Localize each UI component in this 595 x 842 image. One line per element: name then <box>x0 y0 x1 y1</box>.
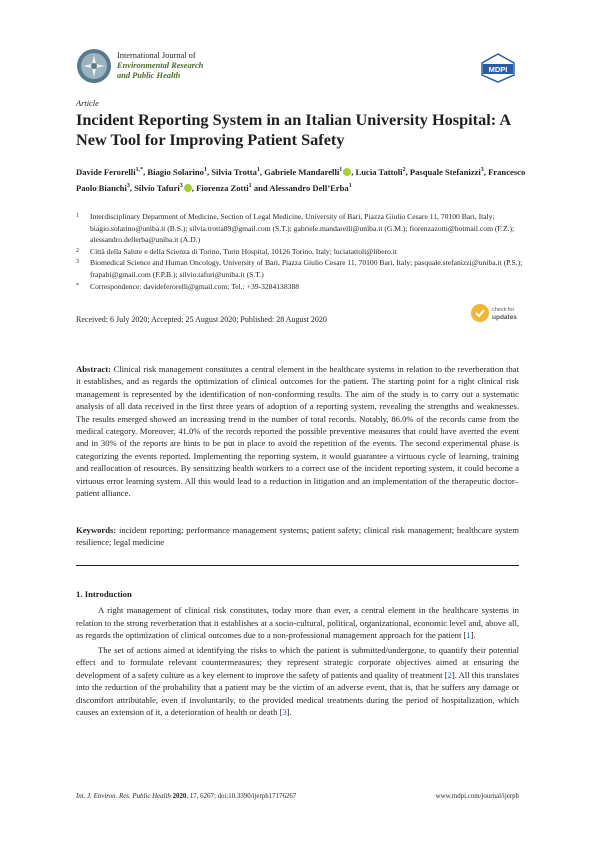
author-separator: , <box>351 166 356 177</box>
author-name: Fiorenza Zotti <box>196 182 249 193</box>
author-name: Francesco Paolo Bianchi <box>76 166 526 193</box>
article-type: Article <box>76 99 99 108</box>
author-affiliation-marker: 1 <box>256 167 260 173</box>
footer-year: 2020 <box>172 793 187 800</box>
keywords-label: Keywords: <box>76 525 117 535</box>
affiliation-number: 2 <box>76 247 79 254</box>
author-affiliation-marker: 2 <box>402 167 406 173</box>
author-affiliation-marker: 1,* <box>135 167 144 173</box>
affiliation-text: Biomedical Science and Human Oncology, University of Bari, Piazza Giulio Cesare 11, 70100 Bari, Italy; pasquale.stefanizzi@uniba.it (P.S.); frapabi@gmail.com (F.P.B.); silvio.tafuri@uniba.it (S.T.) <box>90 258 523 279</box>
abstract-text: Clinical risk management constitutes a central element in the healthcare systems in relation to the reverberation that it establishes, and as regards the optimization of clinical outcomes for the patient. The starting point for a right clinical risk management is represented by the identification of non-conforming results. The aim of the study is to carry out a systematic analysis of all data received in the first three years of adoption of a reporting system, revealing the strengths and weaknesses. The results emerged showed an increasing trend in the number of total records. Notably, 86.0% of the records came from the medical category. Moreover, 41.0% of the records reported the possible preventive measures that could have averted the event and in 30% of the reports are hints to be put in place to avoid the repetition of the events. The second experimental phase is categorizing the events reported. Implementing the reporting system, it would guarantee a virtuous cycle of learning, training and reallocation of resources. By sensitizing health workers to a correct use of the incident reporting system, it could become a virtuous error learning system. All this would lead to a reduction in litigation and an implementation of the therapeutic doctor–patient alliance. <box>76 364 520 499</box>
affiliation <box>76 257 523 280</box>
check-for-updates-badge[interactable] <box>470 302 518 324</box>
paragraph <box>76 604 519 642</box>
footer-citation <box>76 793 296 800</box>
journal-logo <box>76 48 112 84</box>
publication-dates: Received: 6 July 2020; Accepted: 25 August 2020; Published: 28 August 2020 <box>76 315 327 324</box>
affiliation-list <box>76 211 523 292</box>
author-affiliation-marker: 3 <box>126 182 130 189</box>
abstract <box>76 363 519 499</box>
affiliation-text: Interdisciplinary Department of Medicine, Section of Legal Medicine, University of Bari, Piazza Giulio Cesare 11, 70100 Bari, Italy; biagio.solarino@uniba.it (B.S.); silvia.trotta89@gmail.com (S.T.); gabriele.mandarelli@uniba.it (G.M.); fiorenzazotti@hotmail.com (F.Z.); alessandro.dellerba@uniba.it (A.D.) <box>90 212 515 245</box>
check-for-updates-line1: check for <box>492 307 515 313</box>
author-name: Pasquale Stefanizzi <box>409 166 481 177</box>
section-heading: 1. Introduction <box>76 589 132 599</box>
orcid-icon[interactable] <box>184 184 192 192</box>
affiliation-number: 1 <box>76 213 79 219</box>
author-separator: , <box>191 182 197 193</box>
paragraph-text: ]. <box>286 707 292 717</box>
author-name: Biagio Solarino <box>147 166 204 177</box>
author-affiliation-marker: 1 <box>348 182 352 189</box>
author-affiliation-marker: 1 <box>248 182 252 189</box>
mdpi-logo-text: MDPI <box>488 65 508 74</box>
author-affiliation-marker: 3 <box>480 167 484 173</box>
citation-link[interactable]: 3 <box>282 707 287 717</box>
author-affiliation-marker: 1 <box>339 167 343 173</box>
author-name: Gabriele Mandarelli <box>264 166 340 177</box>
article-title: Incident Reporting System in an Italian University Hospital: A New Tool for Improving Patient Safety <box>76 110 511 149</box>
divider <box>76 565 519 566</box>
section-body <box>76 604 519 721</box>
paragraph-text: The set of actions aimed at identifying the risks to which the patient is submitted/undergone, to quantify their potential effect and to formulate relevant countermeasures; they represent strategic corporate objectives aimed at ensuring the development of a safety culture as a key element to improve the safety of patients and quality of treatment [ <box>76 644 519 680</box>
author-separator: , <box>206 166 212 177</box>
author-separator: , <box>129 182 135 193</box>
paragraph <box>76 644 519 719</box>
footer-url[interactable]: www.mdpi.com/journal/ijerph <box>435 793 519 800</box>
author-separator: , <box>483 166 489 177</box>
affiliation-text: Città della Salute e della Scienza di Torino, Turin Hospital, 10126 Torino, Italy; luciatattoli@libero.it <box>90 246 398 256</box>
author-separator: , <box>143 166 148 177</box>
citation-link[interactable]: 1 <box>466 630 471 640</box>
affiliation <box>76 211 523 246</box>
affiliation-text: Correspondence: davideferorelli@gmail.com; Tel.: +39-3284138388 <box>90 281 300 291</box>
abstract-label: Abstract: <box>76 364 111 374</box>
affiliation-number: * <box>76 282 79 289</box>
citation-link[interactable]: 2 <box>447 669 452 680</box>
author-affiliation-marker: 1 <box>203 167 207 173</box>
author-name: Alessandro Dell’Erba <box>269 182 349 193</box>
journal-name-line2: Environmental Research <box>117 61 204 70</box>
journal-name-line1: International Journal of <box>117 51 196 60</box>
footer-doi: , 17, 6267; doi:10.3390/ijerph17176267 <box>186 793 297 800</box>
keywords-text: incident reporting; performance management systems; patient safety; clinical risk management; healthcare system resilience; legal medicine <box>76 525 519 548</box>
paragraph-text: ]. All this translates into the reduction of the probability that a patient may be the victim of an adverse event, that is, that he suffers any damage or discomfort attributable, even if involuntarily, to the provided medical treatments during the period of hospitalization, which causes an extension of it, a deterioration of health or death [ <box>76 669 520 717</box>
affiliation-number: 3 <box>76 259 79 266</box>
check-for-updates-line2: updates <box>492 314 517 321</box>
author-name: Lucia Tattoli <box>355 166 403 177</box>
author-affiliation-marker: 3 <box>179 182 183 189</box>
author-name: Silvio Tafuri <box>134 182 180 193</box>
footer-journal: Int. J. Environ. Res. Public Health <box>76 793 171 800</box>
keywords <box>76 524 519 549</box>
author-separator: , <box>405 166 410 177</box>
author-separator: , <box>259 166 265 177</box>
journal-name-line3: and Public Health <box>117 71 181 80</box>
paragraph-text: ]. <box>470 630 476 640</box>
author-name: Davide Ferorelli <box>76 166 136 177</box>
mdpi-logo <box>480 53 516 83</box>
paragraph-text: A right management of clinical risk constitutes, today more than ever, a central element in the healthcare systems in relation to the strong reverberation that it establishes at a socio-cultural, political, organizational, economic level and, above all, as regards the optimization of clinical outcomes due to a non-professional management approach for the patient [ <box>76 605 519 640</box>
author-name: Silvia Trotta <box>211 166 257 177</box>
affiliation <box>76 246 523 258</box>
author-separator: and <box>251 182 270 193</box>
affiliation <box>76 281 523 293</box>
journal-name <box>117 51 203 81</box>
author-list <box>76 163 526 195</box>
